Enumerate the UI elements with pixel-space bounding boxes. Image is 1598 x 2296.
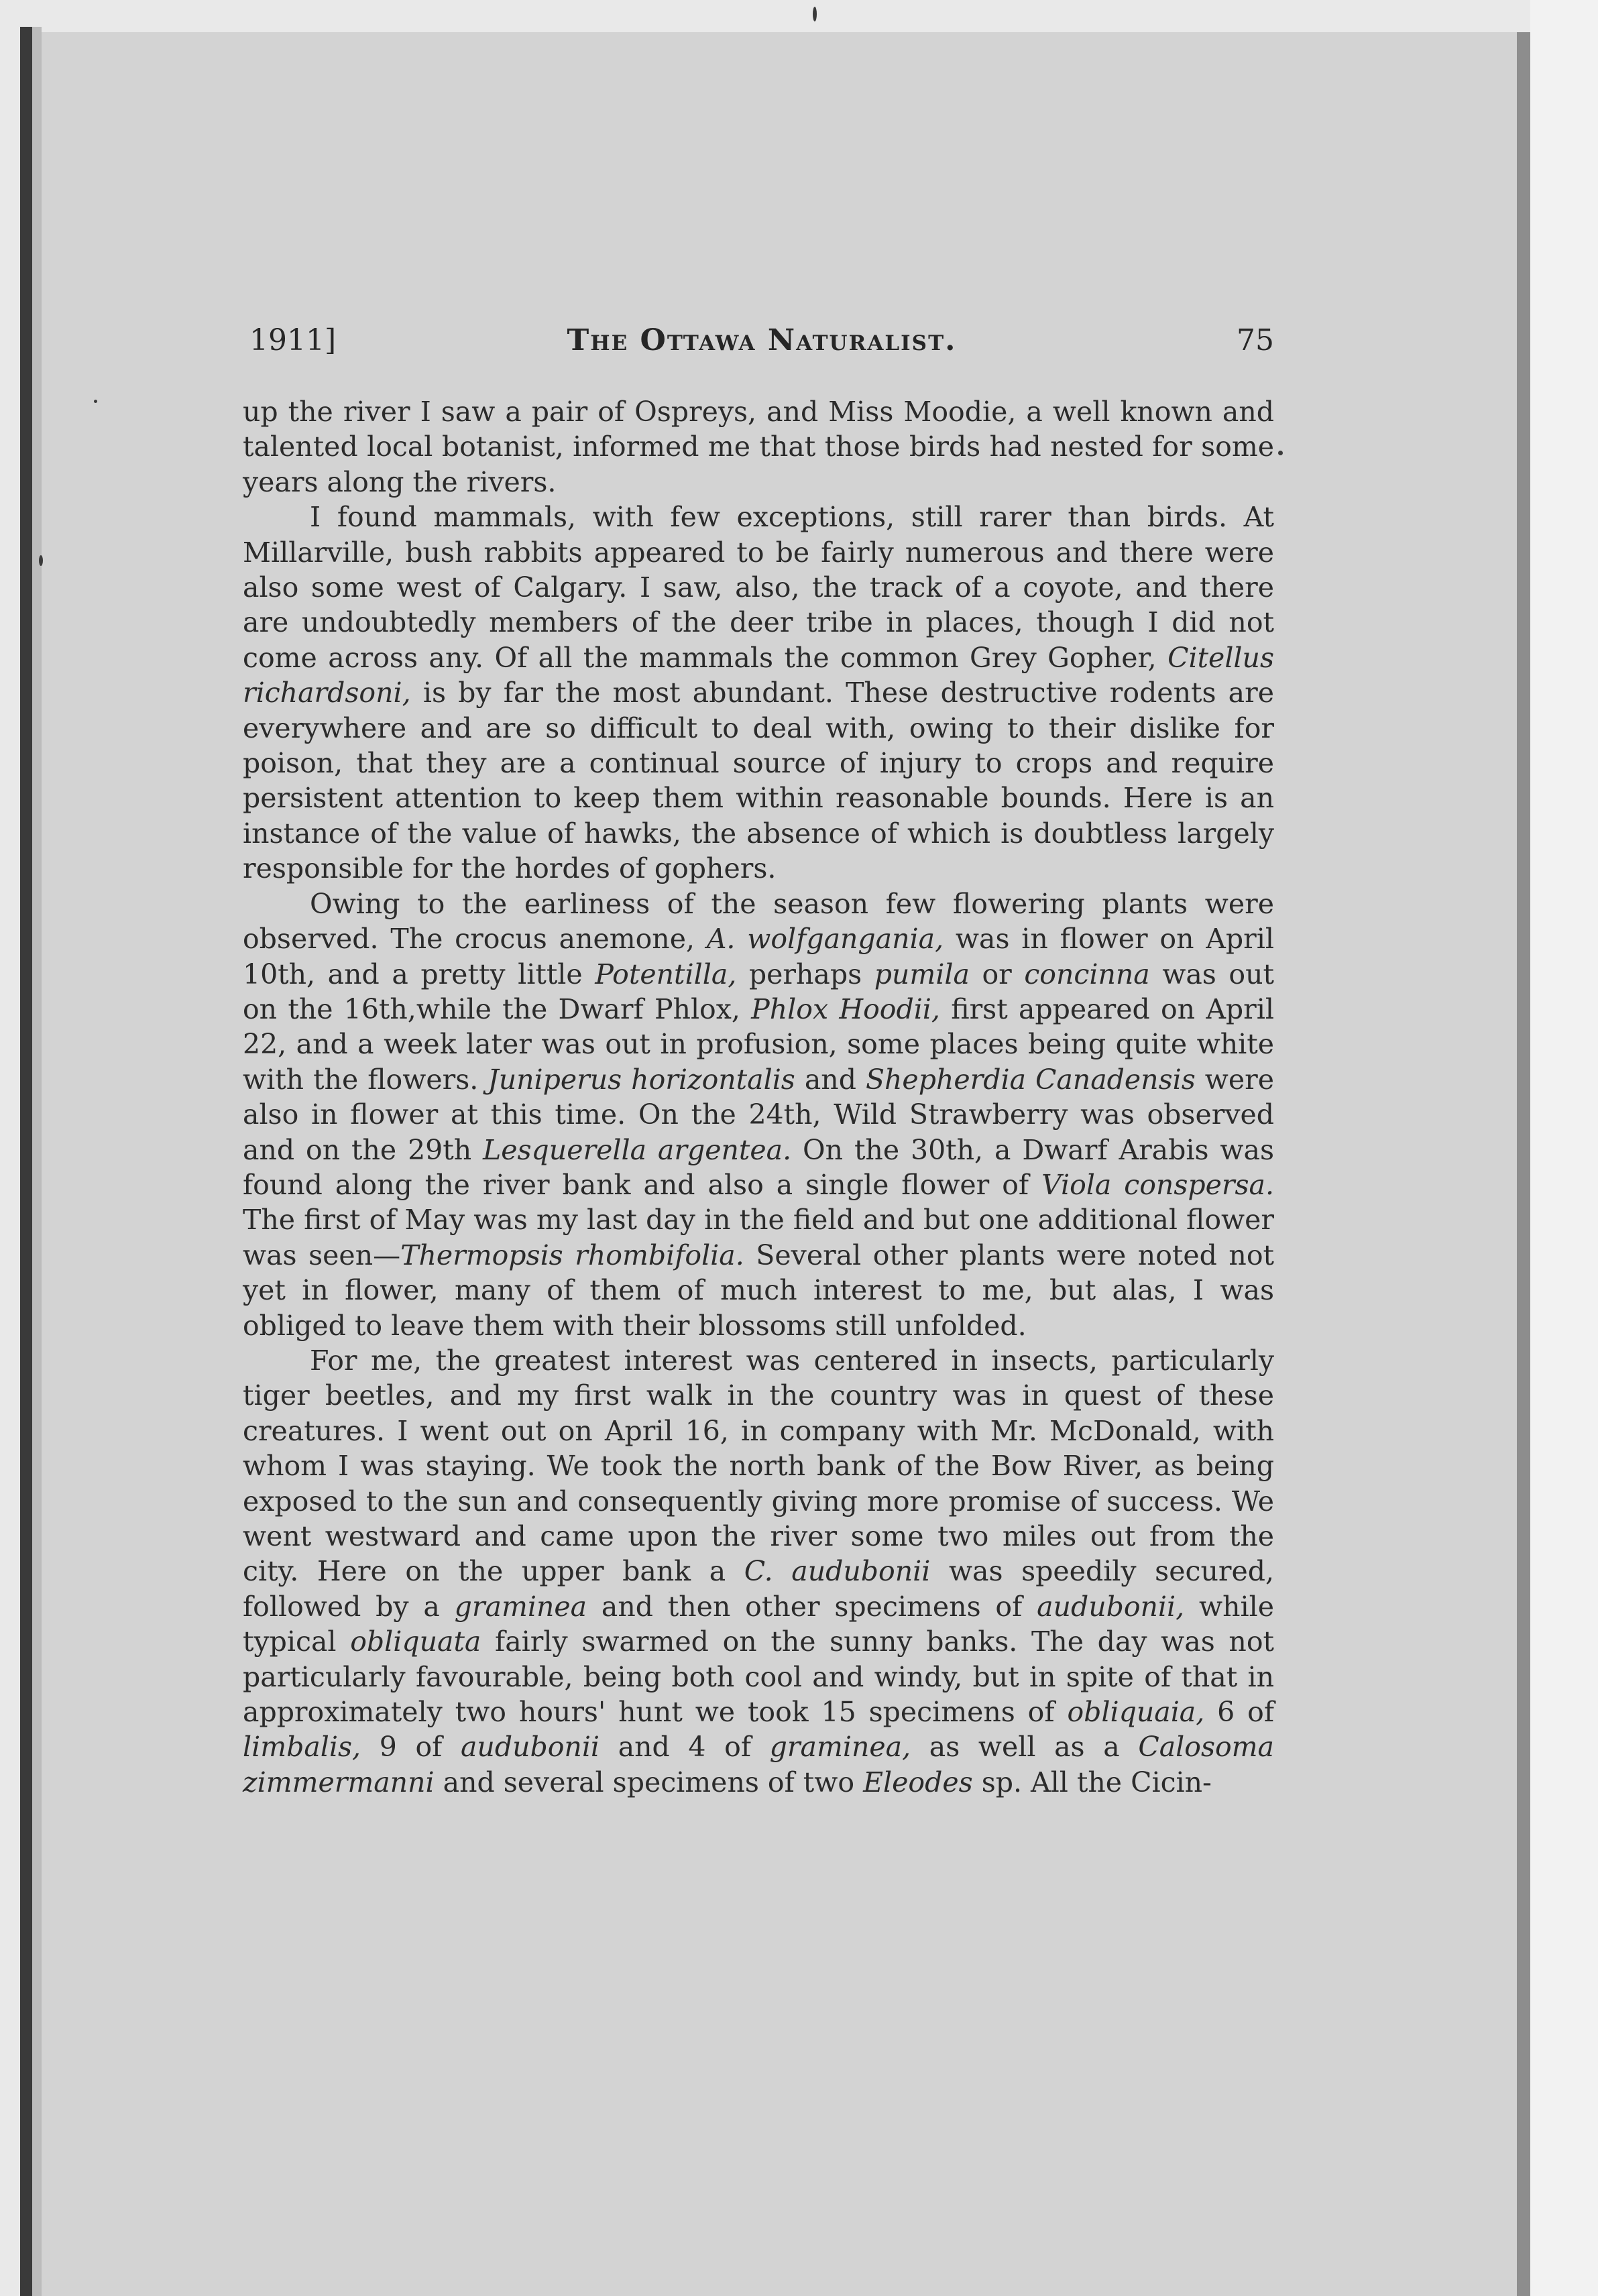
text-run: sp. All the Cicin- [972, 1766, 1212, 1798]
scan-speck [1278, 451, 1283, 455]
paragraph [243, 500, 1274, 886]
paragraph [243, 394, 1274, 500]
italic-term: Eleodes [863, 1766, 973, 1798]
scan-speck [813, 7, 817, 21]
scan-speck [39, 555, 43, 566]
text-run: first appeared on April 22, and a week later was out in profusion, some places being quite white with the flowers. [243, 992, 1274, 1096]
page-right-edge [1517, 32, 1530, 2296]
text-run: was speedily secured, followed by a [243, 1555, 1274, 1623]
italic-term: Lesquerella argentea. [483, 1133, 792, 1166]
text-run: up the river I saw a pair of Ospreys, and Miss Moodie, a well known and talented local botanist, informed me that those birds had nested for some years along the rivers. [243, 396, 1274, 498]
book-spine-shadow [20, 27, 32, 2296]
text-run: was out on the 16th,while the Dwarf Phlox, [243, 958, 1274, 1025]
text-run: and then other specimens of [587, 1590, 1037, 1623]
header-year: 1911] [249, 323, 337, 357]
italic-term: limbalis, [243, 1731, 361, 1764]
running-header [249, 323, 1274, 363]
italic-term: Phlox Hoodii, [751, 992, 940, 1025]
text-run: or [969, 958, 1025, 990]
italic-term: obliquaia, [1067, 1696, 1205, 1729]
italic-term: Shepherdia Canadensis [865, 1063, 1196, 1096]
text-run: The first of May was my last day in the field and but one additional flower was seen— [243, 1204, 1274, 1271]
text-run: On the 30th, a Dwarf Arabis was found along the river bank and also a single flower of [243, 1133, 1274, 1201]
italic-term: graminea, [769, 1731, 911, 1764]
scan-right-margin [1530, 0, 1598, 2296]
italic-term: concinna [1024, 958, 1150, 990]
italic-term: C. audubonii [744, 1555, 931, 1588]
italic-term: pumila [874, 958, 970, 990]
italic-term: Viola conspersa. [1041, 1168, 1275, 1201]
article-body [243, 394, 1274, 1800]
text-run: is by far the most abundant. These destructive rodents are everywhere and are so difficult to deal with, owing to their dislike for poison, that they are a continual source of injury to crops and require persistent attention to keep them within reasonable bounds. Here is an instance of the value of hawks, the absence of which is doubtless largely responsible for the hordes of gophers. [243, 677, 1274, 885]
text-run: and 4 of [600, 1731, 770, 1764]
italic-term: Potentilla, [595, 958, 737, 990]
scan-speck [94, 400, 97, 403]
text-run: 6 of [1204, 1696, 1275, 1729]
italic-term: A. wolfgangania, [706, 923, 944, 956]
text-run: were also in flower at this time. On the 24th, Wild Strawberry was observed and on the 29th [243, 1063, 1274, 1166]
text-run: and several specimens of two [434, 1766, 864, 1798]
text-run: and [795, 1063, 866, 1096]
paragraph [243, 886, 1274, 1343]
text-run: I found mammals, with few exceptions, still rarer than birds. At Millarville, bush rabbits appeared to be fairly numerous and there were also some west of Calgary. I saw, also, the track of a coyote, and there are undoubtedly members of the deer tribe in places, though I did not come across any. Of all the mammals the common Grey Gopher, [243, 501, 1274, 674]
text-run: as well as a [911, 1731, 1139, 1764]
italic-term: audubonii [460, 1731, 600, 1764]
text-run: For me, the greatest interest was centered in insects, particularly tiger beetles, and my first walk in the country was in quest of these creatures. I went out on April 16, in company with Mr. McDonald, with whom I was staying. We took the north bank of the Bow River, as being exposed to the sun and consequently giving more promise of success. We went westward and came upon the river some two miles out from the city. Here on the upper bank a [243, 1344, 1274, 1588]
book-spine-edge [32, 27, 42, 2296]
italic-term: Calosoma zimmermanni [243, 1731, 1275, 1798]
italic-term: obliquata [350, 1625, 481, 1658]
text-run: Owing to the earliness of the season few flowering plants were observed. The crocus anemone, [243, 887, 1274, 956]
italic-term: Citellus richardsoni, [243, 641, 1274, 709]
italic-term: Juniperus horizontalis [488, 1063, 795, 1096]
page-number: 75 [1237, 323, 1274, 357]
text-run: fairly swarmed on the sunny banks. The day was not particularly favourable, being both cool and windy, but in spite of that in approximately two hours' hunt we took 15 specimens of [243, 1625, 1274, 1729]
italic-term: Thermopsis rhombifolia. [400, 1239, 744, 1271]
italic-term: audubonii, [1037, 1590, 1185, 1623]
text-run: was in flower on April 10th, and a pretty little [243, 923, 1274, 990]
text-run: while typical [243, 1590, 1275, 1658]
text-run: 9 of [361, 1731, 461, 1764]
paragraph [243, 1343, 1274, 1800]
text-run: perhaps [736, 958, 874, 990]
text-run: Several other plants were noted not yet in flower, many of them of much interest to me, but alas, I was obliged to leave them with their blossoms still unfolded. [243, 1239, 1274, 1342]
journal-title: The Ottawa Naturalist. [567, 323, 957, 357]
italic-term: graminea [454, 1590, 587, 1623]
